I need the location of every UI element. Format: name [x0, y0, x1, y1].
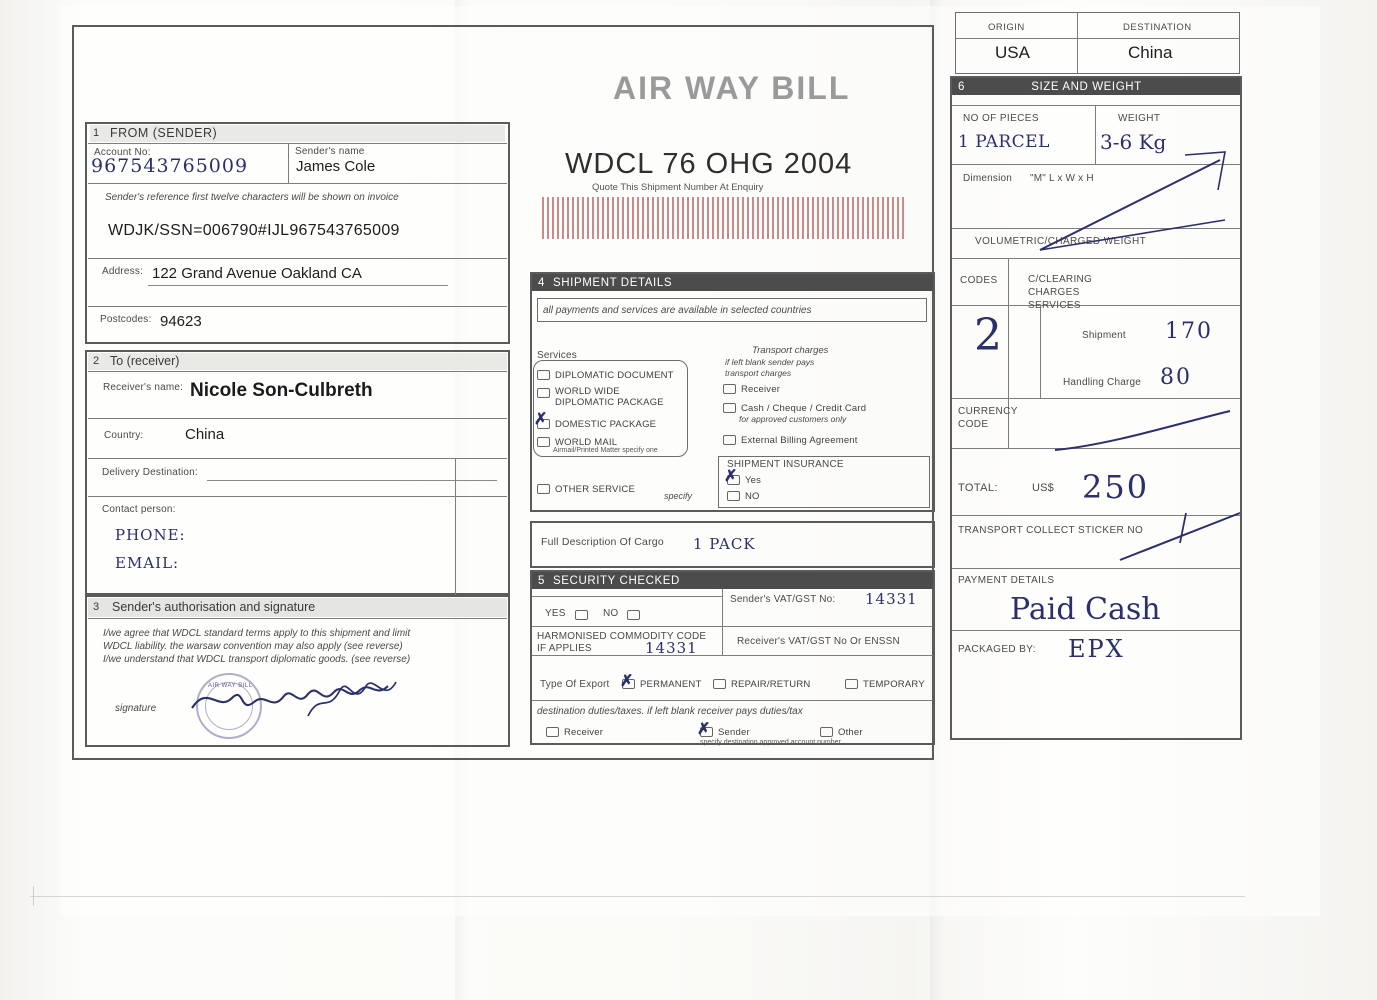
service-option-world-mail[interactable]: WORLD MAIL — [537, 435, 617, 450]
checkbox-icon[interactable] — [845, 679, 858, 689]
pen-stroke-currency — [1050, 405, 1240, 455]
checkbox-icon[interactable] — [537, 437, 550, 447]
terms-line-3: I/we understand that WDCL transport diplomatic goods. (see reverse) — [103, 654, 411, 665]
payments-note: all payments and services are available in selected countries — [543, 305, 812, 316]
payment-details-value: Paid Cash — [1010, 592, 1161, 627]
signature-label: signature — [115, 703, 157, 714]
currency-code-label: CURRENCY CODE — [958, 406, 1018, 430]
duties-note: destination duties/taxes. if left blank receiver pays duties/tax — [537, 706, 803, 717]
total-currency: US$ — [1032, 482, 1054, 494]
weight-value: 3-6 Kg — [1100, 130, 1167, 154]
service-option-domestic-package[interactable]: DOMESTIC PACKAGE — [537, 417, 656, 432]
section-4-number: 4 — [538, 276, 545, 289]
transport-option-external-billing-agreement[interactable]: External Billing Agreement — [723, 433, 858, 448]
harmonised-code-value: 14331 — [645, 639, 698, 657]
phone-label: PHONE: — [115, 526, 186, 544]
pen-stroke-volumetric — [1040, 215, 1240, 255]
handling-charge-value: 80 — [1160, 365, 1192, 390]
section-6-title: SIZE AND WEIGHT — [1031, 80, 1142, 93]
packaged-by-label: PACKAGED BY: — [958, 644, 1036, 655]
transport-option-receiver[interactable]: Receiver — [723, 382, 780, 397]
quote-note: Quote This Shipment Number At Enquiry — [592, 182, 764, 193]
checkbox-icon[interactable] — [546, 727, 559, 737]
export-type-temporary[interactable]: TEMPORARY — [845, 677, 925, 692]
section-6-number: 6 — [958, 80, 965, 93]
section-3-title: Sender's authorisation and signature — [112, 600, 316, 614]
postcode-value: 94623 — [160, 313, 202, 330]
transport-charges-note: if left blank sender pays transport charges — [725, 357, 815, 378]
service-option-diplomatic-document[interactable]: DIPLOMATIC DOCUMENT — [537, 368, 674, 383]
service-option-world-wide-diplomatic-package[interactable]: WORLD WIDE DIPLOMATIC PACKAGE — [537, 386, 675, 408]
checkmark-domestic-package: ✗ — [534, 409, 548, 428]
account-no-value: 967543765009 — [91, 155, 249, 177]
security-yes-label: YES — [545, 608, 566, 619]
origin-value: USA — [995, 43, 1030, 62]
section-2-title: To (receiver) — [110, 354, 180, 368]
section-1-number: 1 — [93, 127, 100, 139]
receiver-name-label: Receiver's name: — [103, 382, 184, 393]
terms-line-2: WDCL liability. the warsaw convention may also apply (see reverse) — [103, 641, 403, 652]
sender-name-label: Sender's name — [295, 146, 365, 157]
shipment-number: WDCL 76 OHG 2004 — [565, 148, 853, 180]
section-5-number: 5 — [538, 574, 545, 587]
section-4-title: SHIPMENT DETAILS — [553, 276, 673, 289]
section-2-number: 2 — [93, 355, 100, 367]
scan-edge-tick — [33, 886, 34, 906]
total-label: TOTAL: — [958, 482, 998, 494]
checkbox-icon[interactable] — [723, 435, 736, 445]
transport-collect-label: TRANSPORT COLLECT STICKER NO — [958, 525, 1144, 536]
duties-option-other[interactable]: Other — [820, 725, 863, 740]
destination-label: DESTINATION — [1123, 22, 1192, 33]
service-option-other-service[interactable]: OTHER SERVICE — [537, 482, 635, 497]
sender-vat-label: Sender's VAT/GST No: — [730, 594, 836, 605]
postcode-label: Postcodes: — [100, 314, 152, 325]
duties-option-receiver[interactable]: Receiver — [546, 725, 603, 740]
checkbox-icon[interactable] — [727, 491, 740, 501]
section-6-header — [952, 78, 1240, 95]
checkbox-icon[interactable] — [820, 727, 833, 737]
dimension-note: "M" L x W x H — [1030, 173, 1094, 184]
account-no-label: Account No: — [94, 147, 151, 158]
checkmark-duties-sender: ✗ — [697, 719, 711, 738]
country-label: Country: — [104, 430, 144, 441]
sender-name-value: James Cole — [296, 158, 376, 175]
checkbox-icon-security-yes[interactable] — [575, 610, 588, 620]
delivery-destination-label: Delivery Destination: — [102, 467, 198, 478]
handling-charge-label: Handling Charge — [1063, 377, 1142, 388]
security-no-label: NO — [603, 608, 619, 619]
weight-label: WEIGHT — [1118, 113, 1161, 124]
duties-option-sender[interactable]: Sender — [700, 725, 750, 740]
export-type-label: Type Of Export — [540, 679, 610, 690]
transport-option-cash-cheque-credit-card[interactable]: Cash / Cheque / Credit Card — [723, 401, 866, 416]
page-title: AIR WAY BILL — [613, 70, 851, 106]
sender-reference-note: Sender's reference first twelve characters will be shown on invoice — [105, 192, 399, 203]
pen-stroke-collect — [1120, 505, 1250, 565]
address-label: Address: — [102, 266, 144, 277]
checkbox-icon[interactable] — [537, 484, 550, 494]
checkbox-icon[interactable] — [713, 679, 726, 689]
other-service-note: specify — [664, 491, 693, 501]
country-value: China — [185, 426, 225, 443]
codes-label: CODES — [960, 275, 998, 286]
insurance-option-yes[interactable]: Yes — [727, 473, 761, 488]
export-type-permanent[interactable]: PERMANENT — [622, 677, 701, 692]
receiver-vat-label: Receiver's VAT/GST No Or ENSSN — [737, 636, 900, 647]
section-5-title: SECURITY CHECKED — [553, 574, 680, 587]
codes-value: 2 — [974, 310, 1002, 361]
stamp-text: AIR WAY BILL — [208, 683, 253, 689]
email-label: EMAIL: — [115, 554, 180, 572]
insurance-option-no[interactable]: NO — [727, 489, 760, 504]
payment-details-label: PAYMENT DETAILS — [958, 575, 1055, 586]
section-1-title: FROM (SENDER) — [110, 126, 218, 140]
shipment-insurance-title: SHIPMENT INSURANCE — [727, 459, 844, 470]
dimension-label: Dimension — [963, 173, 1013, 184]
checkbox-icon[interactable] — [723, 384, 736, 394]
signature-ink — [188, 668, 418, 728]
address-value: 122 Grand Avenue Oakland CA — [152, 265, 362, 282]
volumetric-label: VOLUMETRIC/CHARGED WEIGHT — [975, 236, 1147, 247]
clearing-charges-label: C/CLEARING CHARGES SERVICES — [1028, 274, 1093, 311]
checkbox-icon[interactable] — [537, 388, 550, 398]
section-5-header — [532, 572, 933, 589]
duties-subnote: specify destination approved account number — [700, 739, 841, 746]
packaged-by-value: EPX — [1068, 635, 1125, 663]
checkmark-insurance-yes: ✗ — [724, 466, 738, 485]
checkmark-permanent: ✗ — [620, 671, 634, 690]
total-value: 250 — [1082, 468, 1150, 506]
world-mail-note: Airmail/Printed Matter specify one — [553, 447, 658, 454]
barcode — [542, 197, 907, 239]
destination-value: China — [1128, 43, 1173, 62]
transport-charges-title: Transport charges — [752, 345, 829, 356]
contact-person-label: Contact person: — [102, 504, 176, 515]
section-3-number: 3 — [93, 601, 100, 613]
scan-edge-line — [30, 896, 1245, 897]
checkbox-icon-security-no[interactable] — [627, 610, 640, 620]
shipment-charge-value: 170 — [1165, 319, 1213, 344]
cargo-label: Full Description Of Cargo — [541, 536, 664, 548]
terms-line-1: I/we agree that WDCL standard terms apply to this shipment and limit — [103, 628, 411, 639]
services-label: Services — [537, 350, 577, 361]
cargo-value: 1 PACK — [693, 535, 756, 553]
harmonised-code-label: HARMONISED COMMODITY CODE IF APPLIES — [537, 631, 707, 654]
receiver-name-value: Nicole Son-Culbreth — [190, 380, 373, 401]
sender-reference-value: WDJK/SSN=006790#IJL967543765009 — [108, 222, 400, 239]
checkbox-icon[interactable] — [537, 370, 550, 380]
checkbox-icon[interactable] — [723, 403, 736, 413]
sender-vat-value: 14331 — [865, 590, 918, 608]
section-4-header — [532, 274, 933, 291]
pieces-label: NO OF PIECES — [963, 113, 1039, 124]
origin-label: ORIGIN — [988, 22, 1025, 33]
export-type-repair-return[interactable]: REPAIR/RETURN — [713, 677, 811, 692]
shipment-charge-label: Shipment — [1082, 330, 1126, 341]
credit-note: for approved customers only — [739, 414, 847, 424]
pieces-value: 1 PARCEL — [958, 132, 1050, 152]
